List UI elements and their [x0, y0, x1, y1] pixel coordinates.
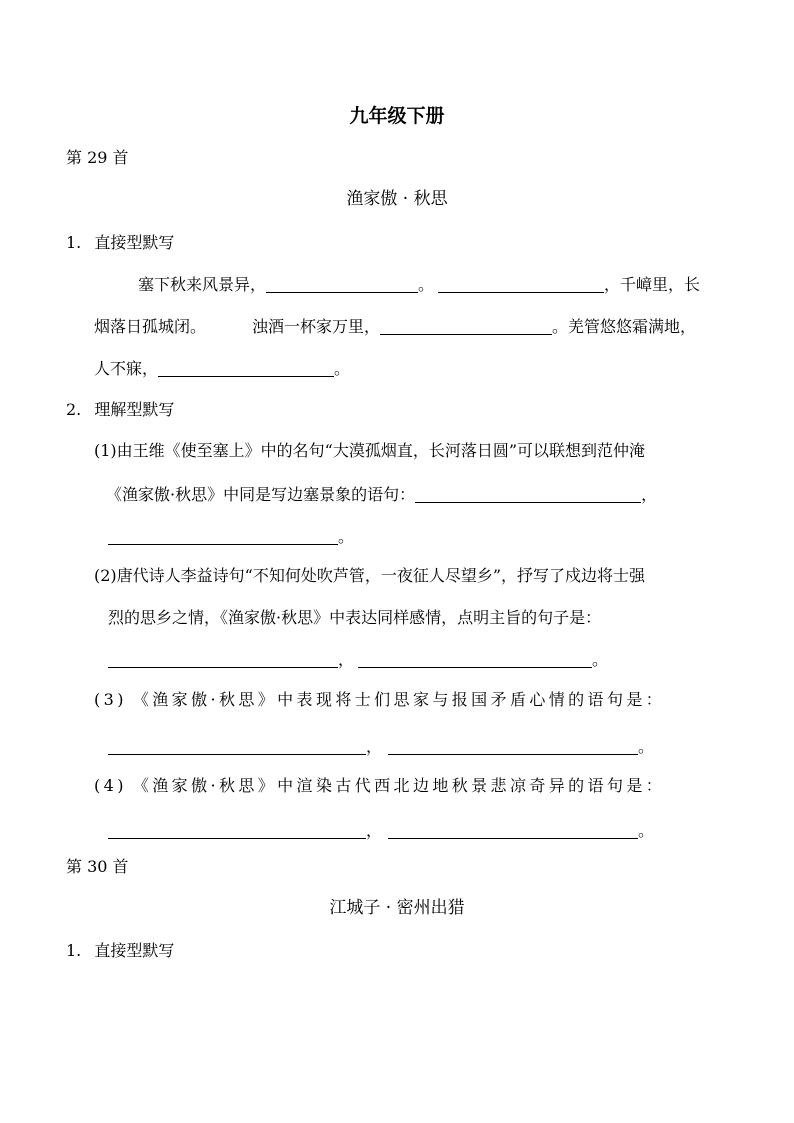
page-title: 九年级下册	[349, 105, 445, 127]
section-heading-30: 第 30 首	[66, 857, 129, 876]
q2-item-2-line-2	[108, 610, 601, 626]
q2-item-3-line-1	[94, 692, 665, 708]
q2-item-2-line-1	[94, 568, 645, 584]
q2-item-4-line-2	[108, 822, 654, 839]
q1-line-1	[138, 276, 700, 293]
q1-line1-mid: 。	[418, 275, 435, 294]
item-number: (1)	[94, 441, 117, 460]
q2-item-2-line-3	[108, 651, 608, 668]
separator: ，	[338, 650, 355, 669]
q1-line2-mid: 浊酒一杯家万里，	[252, 317, 381, 336]
answer-blank[interactable]	[108, 651, 338, 668]
item-text: 由王维《使至塞上》中的名句“大漠孤烟直，长河落日圆”可以联想到范仲淹	[116, 441, 646, 460]
answer-blank[interactable]	[266, 276, 418, 293]
answer-blank[interactable]	[388, 822, 638, 839]
q2-header	[66, 402, 174, 418]
separator: ，	[366, 821, 383, 840]
item-text: 《渔家傲·秋思》中表现将士们思家与报国矛盾心情的语句是：	[132, 690, 666, 709]
q1-title: 直接型默写	[94, 941, 175, 960]
q1-line1-start: 塞下秋来风景异，	[138, 275, 267, 294]
item-number: (3)	[94, 690, 127, 709]
q2-item-1-line-1	[94, 443, 645, 459]
item-number: (2)	[94, 566, 117, 585]
q1-label: 1.	[66, 233, 82, 252]
q2-item-1-line-3	[108, 528, 354, 545]
poem-title-29: 渔家傲 · 秋思	[346, 189, 448, 209]
item-text: 《渔家傲·秋思》中同是写边塞景象的语句：	[106, 485, 416, 504]
q1-line2-start: 烟落日孤城闭。	[94, 317, 207, 336]
q1-label: 1.	[66, 941, 82, 960]
q1-line2-end: 。羌管悠悠霜满地，	[552, 317, 697, 336]
q1-header	[66, 235, 174, 251]
s30-q1-header	[66, 943, 174, 959]
section-heading-29: 第 29 首	[66, 148, 129, 167]
q2-title: 理解型默写	[94, 400, 175, 419]
end-mark: 。	[592, 650, 609, 669]
q2-item-1-line-2	[106, 486, 657, 503]
poem-title-30: 江城子 · 密州出猎	[329, 898, 465, 918]
end-mark: 。	[638, 737, 655, 756]
q1-line-2	[94, 318, 696, 335]
item-text: 《渔家傲·秋思》中渲染古代西北边地秋景悲凉奇异的语句是：	[132, 776, 666, 795]
answer-blank[interactable]	[438, 276, 604, 293]
q2-label: 2.	[66, 400, 82, 419]
q1-line1-end: ，千嶂里，长	[604, 275, 701, 294]
answer-blank[interactable]	[380, 318, 552, 335]
item-text: 唐代诗人李益诗句“不知何处吹芦管，一夜征人尽望乡”，抒写了戍边将士强	[116, 566, 646, 585]
q1-line3-end: 。	[334, 359, 351, 378]
separator: ，	[641, 485, 658, 504]
q1-line3-start: 人不寐，	[94, 359, 159, 378]
answer-blank[interactable]	[388, 738, 638, 755]
answer-blank[interactable]	[158, 360, 334, 377]
q1-title: 直接型默写	[94, 233, 175, 252]
answer-blank[interactable]	[108, 822, 366, 839]
answer-blank[interactable]	[108, 528, 338, 545]
answer-blank[interactable]	[415, 486, 641, 503]
item-text: 烈的思乡之情，《渔家傲·秋思》中表达同样感情，点明主旨的句子是：	[108, 608, 602, 627]
item-number: (4)	[94, 776, 127, 795]
q2-item-4-line-1	[94, 778, 665, 794]
q2-item-3-line-2	[108, 738, 654, 755]
end-mark: 。	[338, 527, 355, 546]
answer-blank[interactable]	[108, 738, 366, 755]
answer-blank[interactable]	[358, 651, 592, 668]
end-mark: 。	[638, 821, 655, 840]
q1-line-3	[94, 360, 350, 377]
separator: ，	[366, 737, 383, 756]
